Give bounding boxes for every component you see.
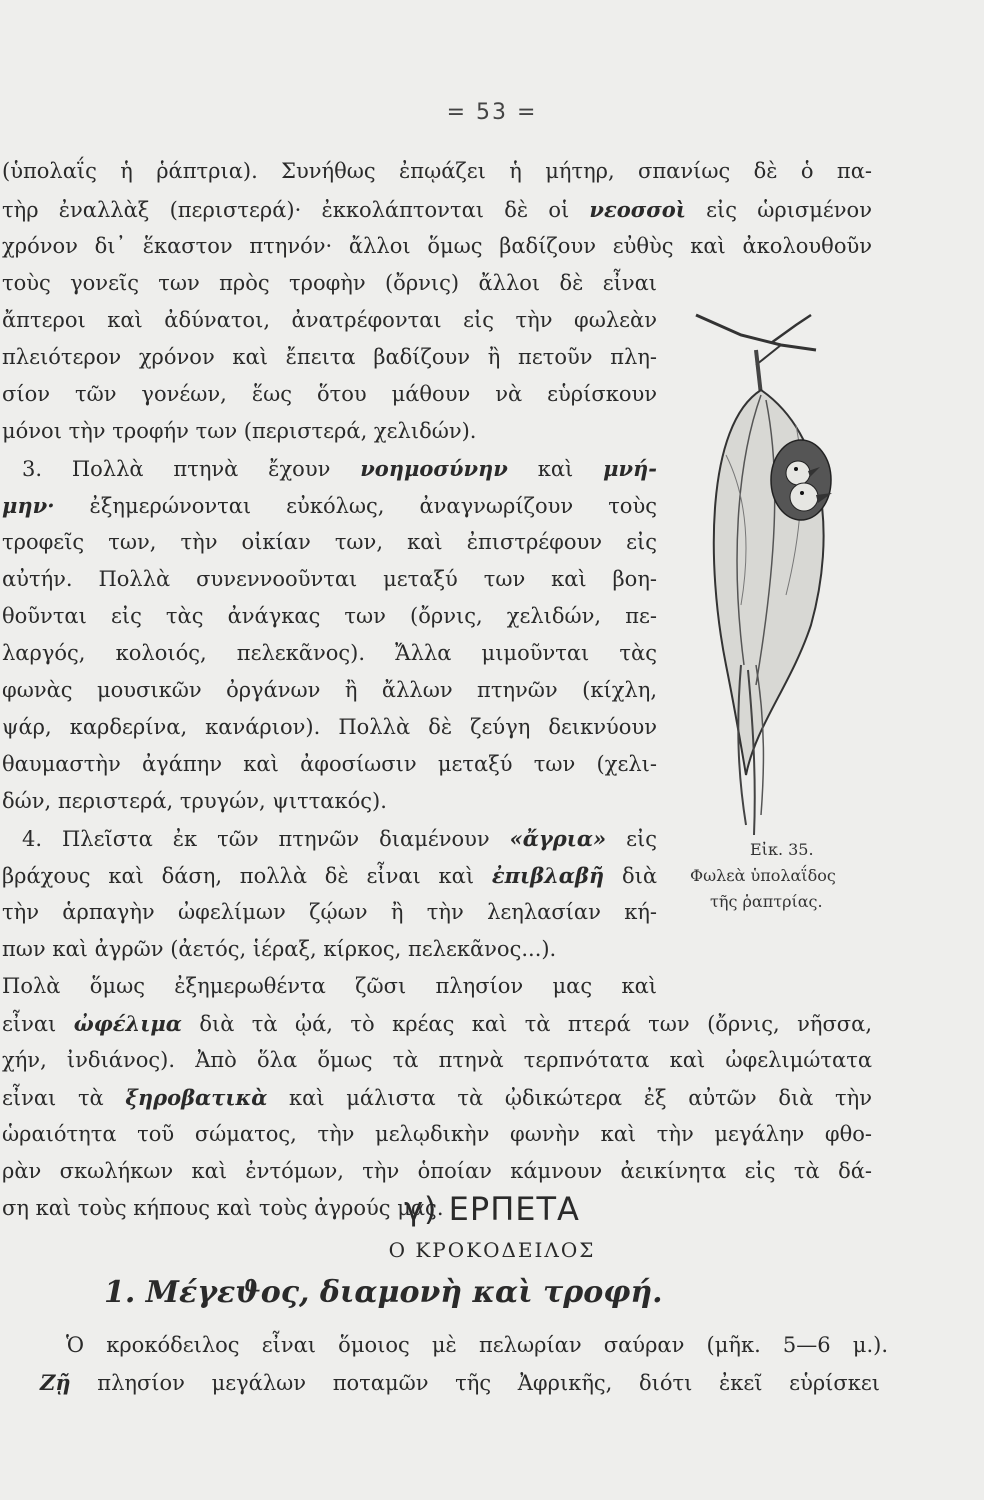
text-line: αὐτήν. Πολλὰ συνεννοοῦνται μεταξύ των καὶ βοη- <box>2 567 657 591</box>
emphasis-term: «ἄγρια» <box>509 826 607 851</box>
text-line: μόνοι τὴν τροφήν των (περιστερά, χελιδών). <box>2 419 477 443</box>
text-line: Ὁ κροκόδειλος εἶναι ὅμοιος μὲ πελωρίαν σαύραν (μῆκ. 5—6 μ.). <box>66 1333 888 1357</box>
emphasis-term: μνή- <box>603 456 658 481</box>
emphasis-term: νεοσσοὶ <box>589 197 686 222</box>
text-line: (ὑπολαΐς ἡ ῥάπτρια). Συνήθως ἐπῳάζει ἡ μήτηρ, σπανίως δὲ ὁ πα- <box>2 159 872 183</box>
text-line: θαυμαστὴν ἀγάπην καὶ ἀφοσίωσιν μεταξύ των (χελι- <box>2 752 657 776</box>
text-line: ση καὶ τοὺς κήπους καὶ τοὺς ἀγρούς μας. <box>2 1196 444 1220</box>
nest-illustration <box>686 305 886 845</box>
text-line: φωνὰς μουσικῶν ὀργάνων ἢ ἄλλων πτηνῶν (κίχλη, <box>2 678 657 702</box>
emphasis-term: ὠφέλιμα <box>73 1011 182 1036</box>
emphasis-term: νοημοσύνην <box>360 456 508 481</box>
text-line: χήν, ἰνδιάνος). Ἀπὸ ὅλα ὅμως τὰ πτηνὰ τερπνότατα καὶ ὠφελιμώτατα <box>2 1048 872 1072</box>
text-line: χρόνον δι᾽ ἕκαστον πτηνόν· ἄλλοι ὅμως βαδίζουν εὐθὺς καὶ ἀκολουθοῦν <box>2 234 872 258</box>
section-subtitle: Ο ΚΡΟΚΟΔΕΙΛΟΣ <box>388 1238 596 1262</box>
text-line: τοὺς γονεῖς των πρὸς τροφὴν (ὄρνις) ἄλλοι δὲ εἶναι <box>2 271 657 295</box>
subsection-heading: 1. Μέγεϑος, διαμονὴ καὶ τροφή. <box>104 1275 663 1310</box>
emphasis-term: ἐπιβλαβῆ <box>491 863 605 888</box>
text-line: τὴρ ἐναλλὰξ (περιστερά)· ἐκκολάπτονται δὲ οἱ νεοσσοὶ εἰς ὡρισμένον <box>2 197 872 222</box>
text-line: μην· ἐξημερώνονται εὐκόλως, ἀναγνωρίζουν τοὺς <box>2 493 657 518</box>
text-line: εἶναι τὰ ξηροβατικὰ καὶ μάλιστα τὰ ᾠδικώτερα ἐξ αὐτῶν διὰ τὴν <box>2 1085 872 1110</box>
page-number: = 53 = <box>446 100 538 125</box>
section-title: γ) ΕΡΠΕΤΑ <box>404 1190 580 1228</box>
text-line: τὴν ἁρπαγὴν ὠφελίμων ζῴων ἢ τὴν λεηλασίαν κή- <box>2 900 657 924</box>
text-line: 4. Πλεῖστα ἐκ τῶν πτηνῶν διαμένουν «ἄγρια» εἰς <box>22 826 657 851</box>
text-line: Πολὰ ὅμως ἐξημερωθέντα ζῶσι πλησίον μας καὶ <box>2 974 657 998</box>
text-line: ἄπτεροι καὶ ἀδύνατοι, ἀνατρέφονται εἰς τὴν φωλεὰν <box>2 308 657 332</box>
text-line: βράχους καὶ δάση, πολλὰ δὲ εἶναι καὶ ἐπιβλαβῆ διὰ <box>2 863 657 888</box>
text-line: 3. Πολλὰ πτηνὰ ἔχουν νοημοσύνην καὶ μνή- <box>22 456 658 481</box>
text-line: ρὰν σκωλήκων καὶ ἐντόμων, τὴν ὁποίαν κάμνουν ἀεικίνητα εἰς τὰ δά- <box>2 1159 872 1183</box>
figure-caption: Φωλεὰ ὑπολαΐδος <box>690 866 836 885</box>
emphasis-term: Ζῇ <box>40 1370 71 1395</box>
text-line: ὡραιότητα τοῦ σώματος, τὴν μελῳδικὴν φωνὴν καὶ τὴν μεγάλην φθο- <box>2 1122 872 1146</box>
text-line: σίον τῶν γονέων, ἕως ὅτου μάθουν νὰ εὑρίσκουν <box>2 382 657 406</box>
text-line: ψάρ, καρδερίνα, κανάριον). Πολλὰ δὲ ζεύγη δεικνύουν <box>2 715 657 739</box>
figure-caption: τῆς ῥαπτρίας. <box>710 892 823 911</box>
text-line: τροφεῖς των, τὴν οἰκίαν των, καὶ ἐπιστρέφουν εἰς <box>2 530 657 554</box>
emphasis-term: ξηροβατικὰ <box>125 1085 268 1110</box>
text-line: λαργός, κολοιός, πελεκᾶνος). Ἄλλα μιμοῦνται τὰς <box>2 641 657 665</box>
figure-number: Εἰκ. 35. <box>750 840 814 859</box>
text-line: θοῦνται εἰς τὰς ἀνάγκας των (ὄρνις, χελιδών, πε- <box>2 604 657 628</box>
text-line: δών, περιστερά, τρυγών, ψιττακός). <box>2 789 387 813</box>
text-line: πων καὶ ἀγρῶν (ἀετός, ἱέραξ, κίρκος, πελεκᾶνος...). <box>2 937 557 961</box>
emphasis-term: μην· <box>2 493 55 518</box>
text-line: εἶναι ὠφέλιμα διὰ τὰ ᾠά, τὸ κρέας καὶ τὰ πτερά των (ὄρνις, νῆσσα, <box>2 1011 872 1036</box>
text-line: πλειότερον χρόνον καὶ ἔπειτα βαδίζουν ἢ πετοῦν πλη- <box>2 345 657 369</box>
text-line: Ζῇ πλησίον μεγάλων ποταμῶν τῆς Ἀφρικῆς, διότι ἐκεῖ εὑρίσκει <box>40 1370 880 1395</box>
